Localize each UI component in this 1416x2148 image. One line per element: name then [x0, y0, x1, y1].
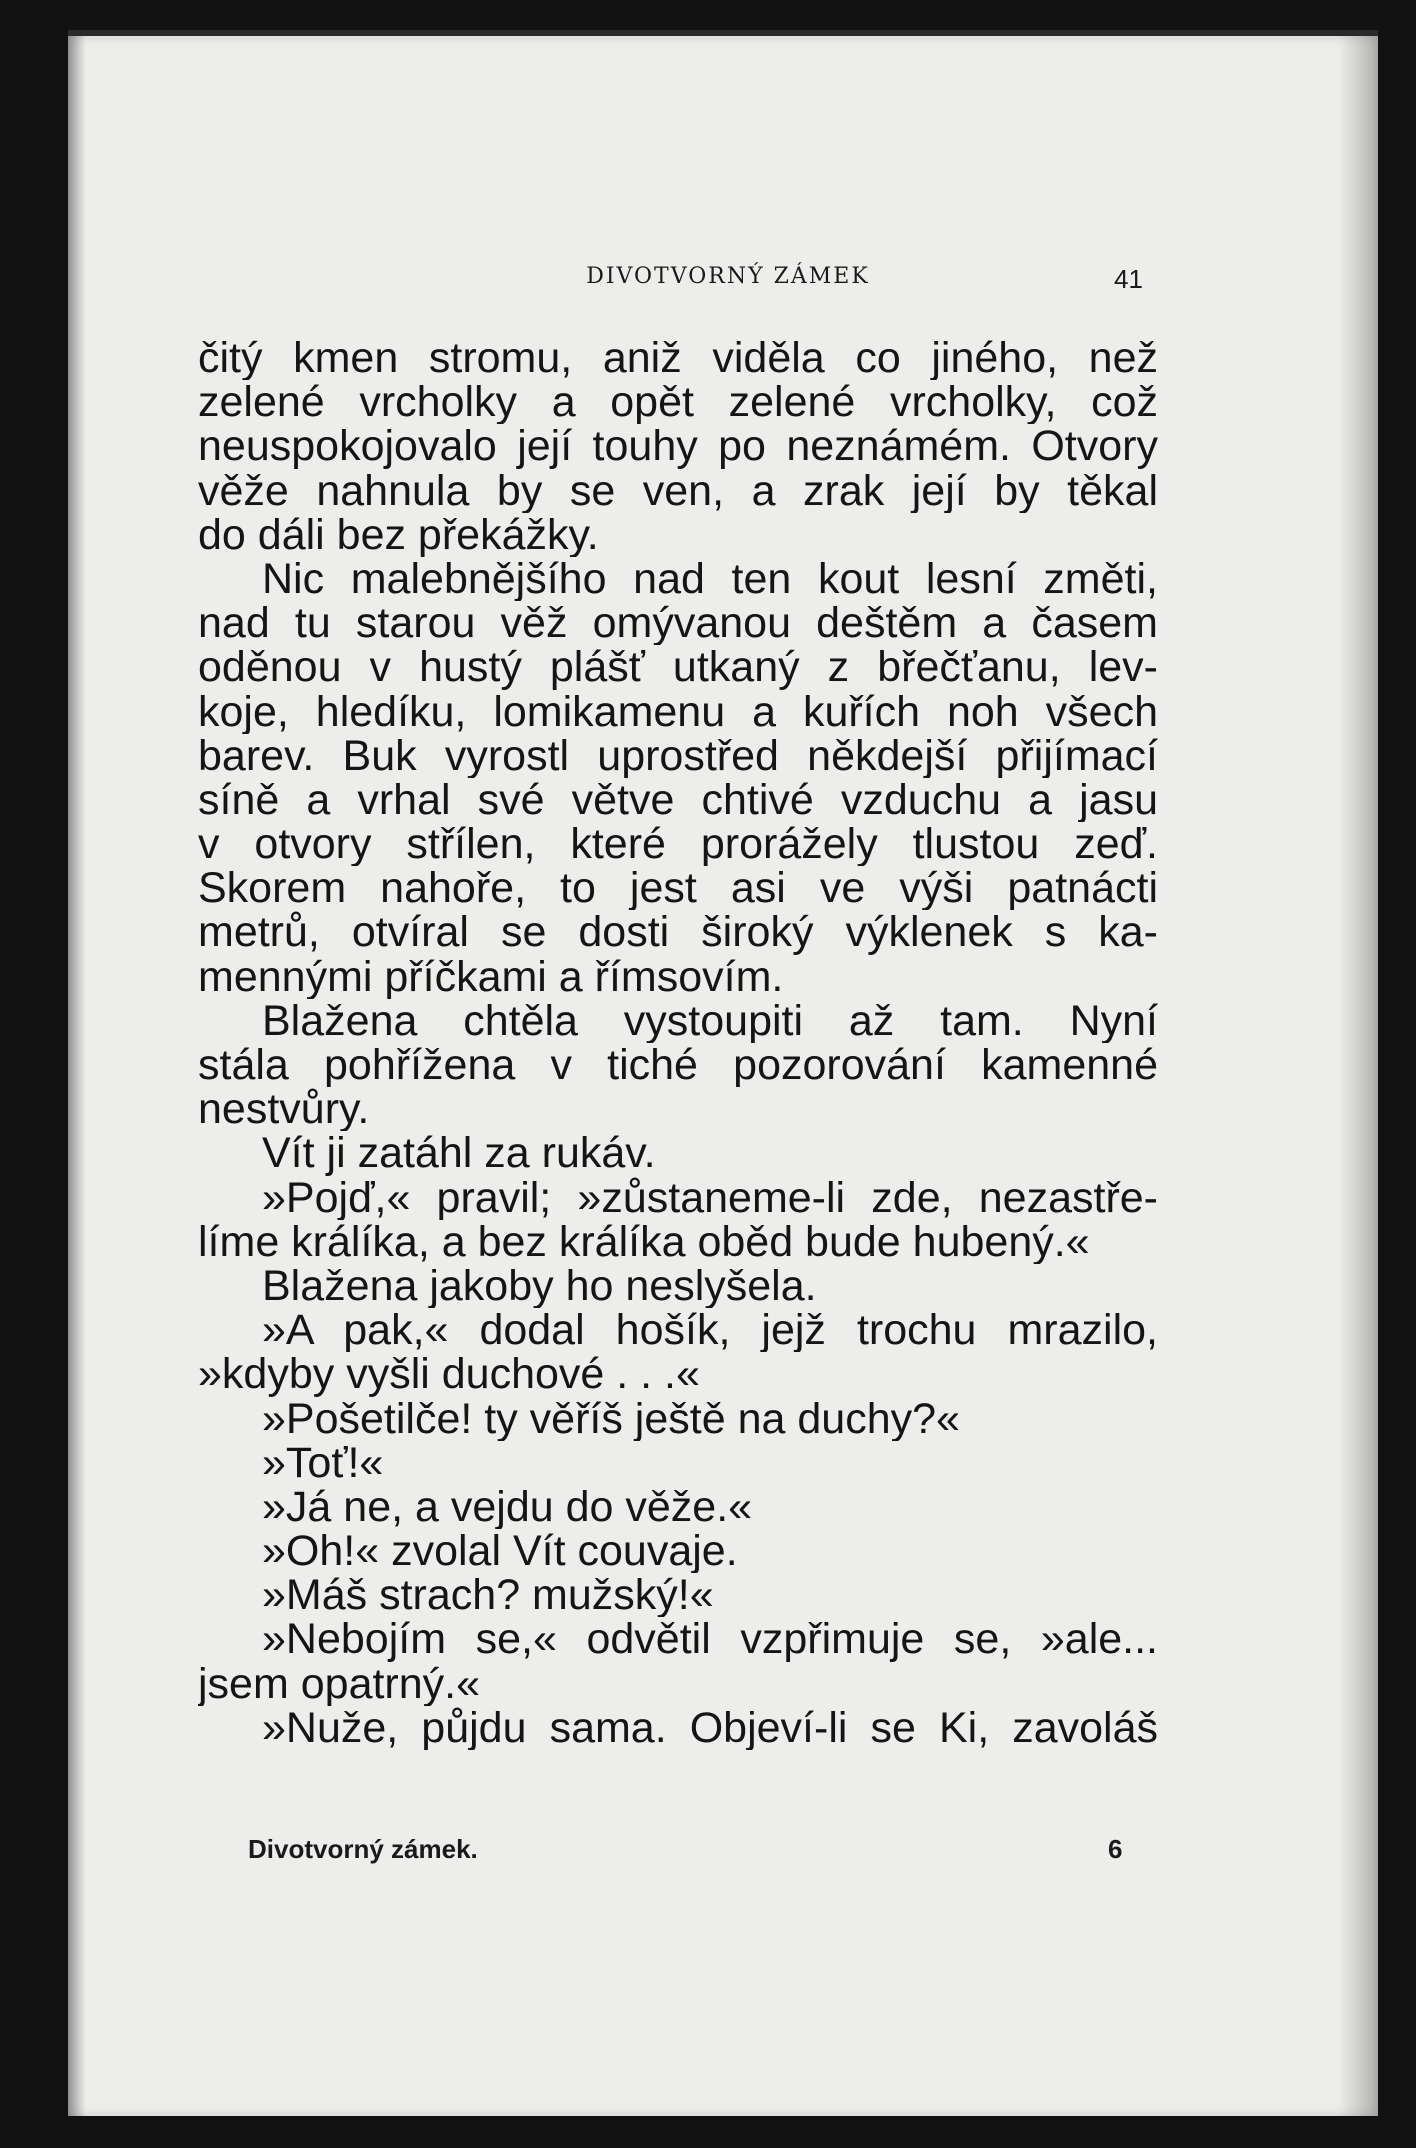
signature-mark: 6: [1108, 1834, 1123, 1864]
text-line: barev. Buk vyrostl uprostřed někdejší přijímací: [198, 733, 1158, 778]
text-line: »Nuže, půjdu sama. Objeví-li se Ki, zavoláš: [262, 1705, 1158, 1750]
text-line: neuspokojovalo její touhy po neznámém. Otvory: [198, 424, 1158, 469]
binding-shadow: [68, 36, 86, 2116]
page-edge-shadow: [1338, 36, 1378, 2116]
text-line: »Toť!«: [262, 1440, 384, 1485]
text-line: nestvůry.: [198, 1087, 370, 1132]
text-line: Blažena chtěla vystoupiti až tam. Nyní: [262, 998, 1158, 1043]
text-line: »Máš strach? mužský!«: [262, 1573, 714, 1618]
text-line: do dáli bez překážky.: [198, 512, 599, 557]
text-line: »Oh!« zvolal Vít couvaje.: [262, 1529, 738, 1574]
text-line: líme králíka, a bez králíka oběd bude hubený.«: [198, 1219, 1090, 1264]
text-line: v otvory střílen, které prorážely tlustou zeď.: [198, 822, 1158, 867]
text-line: Blažena jakoby ho neslyšela.: [262, 1263, 817, 1309]
text-line: Vít ji zatáhl za rukáv.: [262, 1131, 656, 1176]
text-line: »Já ne, a vejdu do věže.«: [262, 1484, 753, 1530]
footer-book-title: Divotvorný zámek.: [248, 1834, 478, 1864]
book-page: [68, 30, 1378, 2116]
text-line: »Pojď,« pravil; »zůstaneme-li zde, nezastře-: [262, 1175, 1158, 1220]
text-line: »kdyby vyšli duchové . . .«: [198, 1352, 700, 1397]
text-line: »Nebojím se,« odvětil vzpřimuje se, »ale...: [262, 1617, 1158, 1662]
body-text: [198, 336, 1158, 1750]
text-line: síně a vrhal své větve chtivé vzduchu a jasu: [198, 777, 1158, 823]
page-number: 41: [1114, 264, 1143, 294]
text-line: koje, hledíku, lomikamenu a kuřích noh všech: [198, 689, 1158, 734]
text-line: oděnou v hustý plášť utkaný z břečťanu, lev-: [198, 645, 1158, 690]
text-line: zelené vrcholky a opět zelené vrcholky, což: [198, 380, 1158, 425]
text-line: »A pak,« dodal hošík, jejž trochu mrazilo,: [262, 1308, 1158, 1353]
text-line: čitý kmen stromu, aniž viděla co jiného, než: [198, 336, 1158, 381]
text-line: stála pohřížena v tiché pozorování kamenné: [198, 1043, 1158, 1088]
text-line: »Pošetilče! ty věříš ještě na duchy?«: [262, 1396, 960, 1441]
text-line: věže nahnula by se ven, a zrak její by těkal: [198, 468, 1158, 513]
text-line: jsem opatrný.«: [198, 1661, 481, 1706]
text-line: Nic malebnějšího nad ten kout lesní změti,: [262, 556, 1158, 602]
text-line: Skorem nahoře, to jest asi ve výši patnácti: [198, 866, 1158, 911]
text-line: mennými příčkami a římsovím.: [198, 954, 784, 999]
text-line: metrů, otvíral se dosti široký výklenek s ka-: [198, 910, 1158, 955]
running-head: DIVOTVORNÝ ZÁMEK: [586, 264, 870, 289]
text-line: nad tu starou věž omývanou deštěm a časem: [198, 601, 1158, 646]
